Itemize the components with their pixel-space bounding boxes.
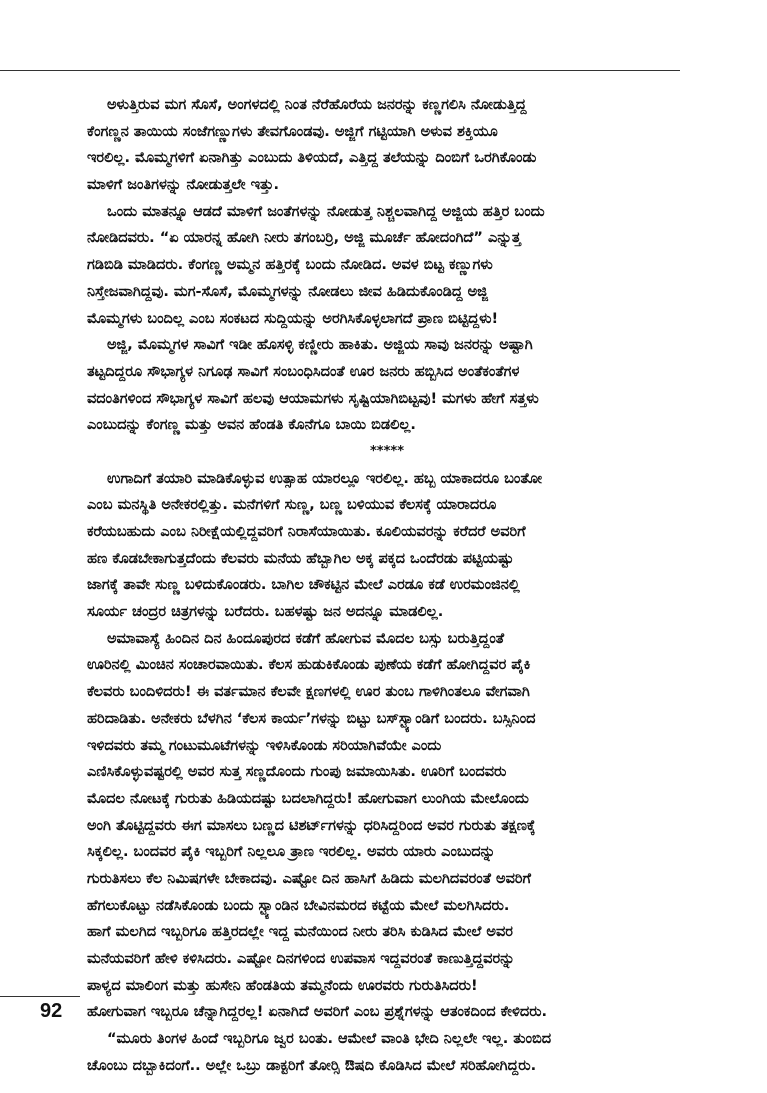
text-line: ಜಾಗಕ್ಕೆ ತಾವೇ ಸುಣ್ಣ ಬಳಿದುಕೊಂಡರು. ಬಾಗಿಲ ಚೌಕಟ್ಟಿನ ಮೇಲೆ ಎರಡೂ ಕಡೆ ಉರಮಂಜಿನಲ್ಲಿ xyxy=(87,577,520,594)
text-line: ಅಂಗಿ ತೊಟ್ಟಿದ್ದವರು ಈಗ ಮಾಸಲು ಬಣ್ಣದ ಟಿಶರ್ಟ್‌ಗಳನ್ನು ಧರಿಸಿದ್ದರಿಂದ ಅವರ ಗುರುತು ತಕ್ಷಣಕ್ಕೆ xyxy=(87,817,536,834)
page-number-rule xyxy=(0,996,80,997)
text-line: ಹಾಗೆ ಮಲಗಿದ ಇಬ್ಬರಿಗೂ ಹತ್ತಿರದಲ್ಲೇ ಇದ್ದ ಮನೆಯಿಂದ ನೀರು ತರಿಸಿ ಕುಡಿಸಿದ ಮೇಲೆ ಅವರ xyxy=(87,924,513,941)
text-line: ಹೋಗುವಾಗ ಇಬ್ಬರೂ ಚೆನ್ನಾಗಿದ್ದರಲ್ಲ! ಏನಾಗಿದೆ ಅವರಿಗೆ ಎಂಬ ಪ್ರಶ್ನೆಗಳನ್ನು ಆತಂಕದಿಂದ ಕೇಳಿದರು. xyxy=(87,1004,547,1021)
text-line: ಇರಲಿಲ್ಲ. ಮೊಮ್ಮಗಳಿಗೆ ಏನಾಗಿತ್ತು ಎಂಬುದು ತಿಳಿಯದೆ, ಎತ್ತಿದ್ದ ತಲೆಯನ್ನು ದಿಂಬಿಗೆ ಒರಗಿಕೊಂಡು xyxy=(87,150,537,167)
text-line: ಕೆಂಗಣ್ಣನ ತಾಯಿಯ ಸಂಜೆಗಣ್ಣುಗಳು ತೇವಗೊಂಡವು. ಅಜ್ಜಿಗೆ ಗಟ್ಟಿಯಾಗಿ ಅಳುವ ಶಕ್ತಿಯೂ xyxy=(87,123,498,140)
text-line: ಇಳಿದವರು ತಮ್ಮ ಗಂಟುಮೂಟೆಗಳನ್ನು ಇಳಿಸಿಕೊಂಡು ಸರಿಯಾಗಿವೆಯೇ ಎಂದು xyxy=(87,737,442,754)
section-separator: ***** xyxy=(370,443,404,459)
text-line: ಮೊಮ್ಮಗಳು ಬಂದಿಲ್ಲ ಎಂಬ ಸಂಕಟದ ಸುದ್ದಿಯನ್ನು ಅರಗಿಸಿಕೊಳ್ಳಲಾಗದೆ ಪ್ರಾಣ ಬಿಟ್ಟಿದ್ದಳು! xyxy=(87,310,499,327)
text-line: ಸಿಕ್ಕಲಿಲ್ಲ. ಬಂದವರ ಪೈಕಿ ಇಬ್ಬರಿಗೆ ನಿಲ್ಲಲೂ ತ್ರಾಣ ಇರಲಿಲ್ಲ. ಅವರು ಯಾರು ಎಂಬುದನ್ನು xyxy=(87,844,496,861)
text-line: ಅಜ್ಜಿ, ಮೊಮ್ಮಗಳ ಸಾವಿಗೆ ಇಡೀ ಹೊಸಳ್ಳಿ ಕಣ್ಣೀರು ಹಾಕಿತು. ಅಜ್ಜಿಯ ಸಾವು ಜನರನ್ನು ಅಷ್ಟಾಗಿ xyxy=(107,337,533,354)
text-line: ಗುರುತಿಸಲು ಕೆಲ ನಿಮಿಷಗಳೇ ಬೇಕಾದವು. ಎಷ್ಟೋ ದಿನ ಹಾಸಿಗೆ ಹಿಡಿದು ಮಲಗಿದವರಂತೆ ಅವರಿಗೆ xyxy=(87,870,531,887)
text-line: ಊರಿನಲ್ಲಿ ಮಿಂಚಿನ ಸಂಚಾರವಾಯಿತು. ಕೆಲಸ ಹುಡುಕಿಕೊಂಡು ಪುಣೆಯ ಕಡೆಗೆ ಹೋಗಿದ್ದವರ ಪೈಕಿ xyxy=(87,657,531,674)
top-rule xyxy=(0,70,680,71)
text-line: ಎಂಬುದನ್ನು ಕೆಂಗಣ್ಣ ಮತ್ತು ಅವನ ಹೆಂಡತಿ ಕೊನೆಗೂ ಬಾಯಿ ಬಿಡಲಿಲ್ಲ. xyxy=(87,417,416,434)
page-number: 92 xyxy=(40,1000,63,1022)
text-line: ಸೂರ್ಯ ಚಂದ್ರರ ಚಿತ್ರಗಳನ್ನು ಬರೆದರು. ಬಹಳಷ್ಟು ಜನ ಅದನ್ನೂ ಮಾಡಲಿಲ್ಲ. xyxy=(87,604,444,621)
text-line: ಉಗಾದಿಗೆ ತಯಾರಿ ಮಾಡಿಕೊಳ್ಳುವ ಉತ್ಸಾಹ ಯಾರಲ್ಲೂ ಇರಲಿಲ್ಲ. ಹಬ್ಬ ಯಾಕಾದರೂ ಬಂತೋ xyxy=(107,470,543,487)
text-line: ಕೆಲವರು ಬಂದಿಳಿದರು! ಈ ವರ್ತಮಾನ ಕೆಲವೇ ಕ್ಷಣಗಳಲ್ಲಿ ಊರ ತುಂಬ ಗಾಳಿಗಿಂತಲೂ ವೇಗವಾಗಿ xyxy=(87,684,530,701)
text-line: ವದಂತಿಗಳಿಂದ ಸೌಭಾಗ್ಯಳ ಸಾವಿಗೆ ಹಲವು ಆಯಾಮಗಳು ಸೃಷ್ಟಿಯಾಗಿಬಿಟ್ಟವು! ಮಗಳು ಹೇಗೆ ಸತ್ತಳು xyxy=(87,390,539,407)
text-line: ಹೆಗಲುಕೊಟ್ಟು ನಡೆಸಿಕೊಂಡು ಬಂದು ಸ್ಟ್ಯಾಂಡಿನ ಬೇವಿನಮರದ ಕಟ್ಟೆಯ ಮೇಲೆ ಮಲಗಿಸಿದರು. xyxy=(87,897,510,914)
text-line: ಒಂದು ಮಾತನ್ನೂ ಆಡದೆ ಮಾಳಿಗೆ ಜಂತೆಗಳನ್ನು ನೋಡುತ್ತ ನಿಶ್ಚಲವಾಗಿದ್ದ ಅಜ್ಜಿಯ ಹತ್ತಿರ ಬಂದು xyxy=(107,203,545,220)
body-text xyxy=(87,92,687,1079)
text-line: ಹಣ ಕೊಡಬೇಕಾಗುತ್ತದೆಂದು ಕೆಲವರು ಮನೆಯ ಹೆಬ್ಬಾಗಿಲ ಅಕ್ಕ ಪಕ್ಕದ ಒಂದೆರಡು ಪಟ್ಟಿಯಷ್ಟು xyxy=(87,550,514,567)
text-line: ಮೊದಲ ನೋಟಕ್ಕೆ ಗುರುತು ಹಿಡಿಯದಷ್ಟು ಬದಲಾಗಿದ್ದರು! ಹೋಗುವಾಗ ಲುಂಗಿಯ ಮೇಲೊಂದು xyxy=(87,790,529,807)
text-line: ಮಾಳಿಗೆ ಜಂತಿಗಳನ್ನು ನೋಡುತ್ತಲೇ ಇತ್ತು. xyxy=(87,177,280,194)
text-line: ಮನೆಯವರಿಗೆ ಹೇಳಿ ಕಳಿಸಿದರು. ಎಷ್ಟೋ ದಿನಗಳಿಂದ ಉಪವಾಸ ಇದ್ದವರಂತೆ ಕಾಣುತ್ತಿದ್ದವರನ್ನು xyxy=(87,951,515,967)
text-line: ಎಂಬ ಮನಸ್ಥಿತಿ ಅನೇಕರಲ್ಲಿತ್ತು. ಮನೆಗಳಿಗೆ ಸುಣ್ಣ, ಬಣ್ಣ ಬಳಿಯುವ ಕೆಲಸಕ್ಕೆ ಯಾರಾದರೂ xyxy=(87,497,497,514)
text-line: ಕರೆಯಬಹುದು ಎಂಬ ನಿರೀಕ್ಷೆಯಲ್ಲಿದ್ದವರಿಗೆ ನಿರಾಸೆಯಾಯಿತು. ಕೂಲಿಯವರನ್ನು ಕರೆದರೆ ಅವರಿಗೆ xyxy=(87,524,526,540)
text-line: ನೋಡಿದವರು. “ಏ ಯಾರನ್ನ ಹೋಗಿ ನೀರು ತಗಂಬರ್ರಿ, ಅಜ್ಜಿ ಮೂರ್ಚೆ ಹೋದಂಗಿದೆ” ಎನ್ನುತ್ತ xyxy=(87,230,521,247)
text-line: ಪಾಳ್ಯದ ಮಾಲಿಂಗ ಮತ್ತು ಹುಸೇನಿ ಹೆಂಡತಿಯ ತಮ್ಮನೆಂದು ಊರವರು ಗುರುತಿಸಿದರು! xyxy=(87,977,478,994)
text-line: ಅಮಾವಾಸ್ಯೆ ಹಿಂದಿನ ದಿನ ಹಿಂದೂಪುರದ ಕಡೆಗೆ ಹೋಗುವ ಮೊದಲ ಬಸ್ಸು ಬರುತ್ತಿದ್ದಂತೆ xyxy=(107,630,505,647)
text-line: ಗಡಿಬಿಡಿ ಮಾಡಿದರು. ಕೆಂಗಣ್ಣ ಅಮ್ಮನ ಹತ್ತಿರಕ್ಕೆ ಬಂದು ನೋಡಿದ. ಅವಳ ಬಿಟ್ಟ ಕಣ್ಣುಗಳು xyxy=(87,257,493,274)
text-line: ತಟ್ಟದಿದ್ದರೂ ಸೌಭಾಗ್ಯಳ ನಿಗೂಢ ಸಾವಿಗೆ ಸಂಬಂಧಿಸಿದಂತೆ ಊರ ಜನರು ಹಬ್ಬಿಸಿದ ಅಂತೆಕಂತೆಗಳ xyxy=(87,363,520,380)
text-line: “ಮೂರು ತಿಂಗಳ ಹಿಂದೆ ಇಬ್ಬರಿಗೂ ಜ್ವರ ಬಂತು. ಆಮೇಲೆ ವಾಂತಿ ಭೇದಿ ನಿಲ್ಲಲೇ ಇಲ್ಲ. ತುಂಬಿದ xyxy=(107,1031,552,1048)
text-line: ಅಳುತ್ತಿರುವ ಮಗ ಸೊಸೆ, ಅಂಗಳದಲ್ಲಿ ನಿಂತ ನೆರೆಹೊರೆಯ ಜನರನ್ನು ಕಣ್ಣಗಲಿಸಿ ನೋಡುತ್ತಿದ್ದ xyxy=(107,97,527,113)
text-line: ಹರಿದಾಡಿತು. ಅನೇಕರು ಬೆಳಗಿನ ‘ಕೆಲಸ ಕಾರ್ಯ’ಗಳನ್ನು ಬಿಟ್ಟು ಬಸ್‌ಸ್ಟ್ಯಾಂಡಿಗೆ ಬಂದರು. ಬಸ್ಸಿನಿಂದ xyxy=(87,710,536,727)
text-line: ಚೊಂಬು ದಬ್ಬಾಕಿದಂಗೆ.. ಅಲ್ಲೇ ಒಬ್ರು ಡಾಕ್ಟರಿಗೆ ತೋರ್‍ಸಿ ಔಷದಿ ಕೊಡಿಸಿದ ಮೇಲೆ ಸರಿಹೋಗಿದ್ದರು. xyxy=(87,1057,537,1074)
text-line: ಎಣಿಸಿಕೊಳ್ಳುವಷ್ಟರಲ್ಲಿ ಅವರ ಸುತ್ತ ಸಣ್ಣದೊಂದು ಗುಂಪು ಜಮಾಯಿಸಿತು. ಊರಿಗೆ ಬಂದವರು xyxy=(87,764,507,781)
text-line: ನಿಸ್ತೇಜವಾಗಿದ್ದವು. ಮಗ-ಸೊಸೆ, ಮೊಮ್ಮಗಳನ್ನು ನೋಡಲು ಜೀವ ಹಿಡಿದುಕೊಂಡಿದ್ದ ಅಜ್ಜಿ xyxy=(87,283,488,300)
